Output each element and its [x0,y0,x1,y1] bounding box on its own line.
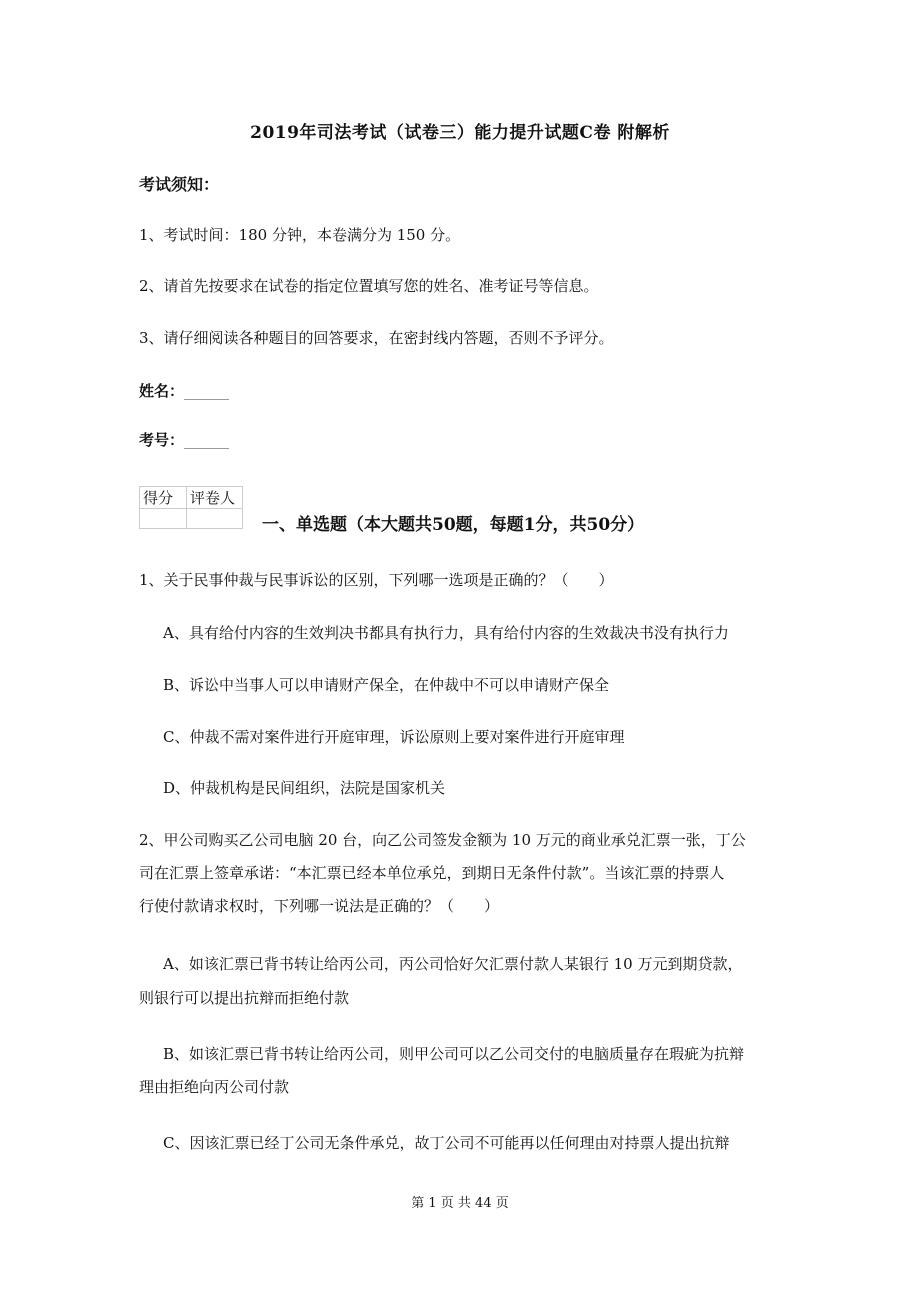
grader-header: 评卷人 [187,487,243,509]
option-a: A、如该汇票已背书转让给丙公司，丙公司恰好欠汇票付款人某银行 10 万元到期贷款， [163,955,743,973]
notice-heading: 考试须知： [139,175,220,194]
document-title: 2019年司法考试（试卷三）能力提升试题C卷 附解析 [250,123,670,143]
question-stem-line: 2、甲公司购买乙公司电脑 20 台，向乙公司签发金额为 10 万元的商业承兑汇票一张，丁公 [139,831,746,849]
name-field [139,380,229,402]
name-label: 姓名： [139,382,185,400]
section-title: 一、单选题（本大题共50题，每题1分，共50分） [262,515,645,535]
exam-no-field [139,429,229,451]
score-header: 得分 [140,487,187,509]
exam-no-label: 考号： [139,431,185,449]
grader-cell [187,509,243,529]
question-stem-line: 行使付款请求权时，下列哪一说法是正确的？（ ） [139,897,500,915]
question-stem: 1、关于民事仲裁与民事诉讼的区别，下列哪一选项是正确的？（ ） [139,571,614,589]
option-a-continued: 则银行可以提出抗辩而拒绝付款 [139,989,350,1007]
option-a: A、具有给付内容的生效判决书都具有执行力，具有给付内容的生效裁决书没有执行力 [163,624,729,642]
question-stem-line: 司在汇票上签章承诺：“本汇票已经本单位承兑，到期日无条件付款”。当该汇票的持票人 [139,864,725,882]
notice-item: 1、考试时间：180 分钟，本卷满分为 150 分。 [139,226,461,244]
option-d: D、仲裁机构是民间组织，法院是国家机关 [163,779,446,797]
option-c: C、仲裁不需对案件进行开庭审理，诉讼原则上要对案件进行开庭审理 [163,728,625,746]
exam-no-blank: ______ [184,431,230,449]
name-blank: ______ [184,382,230,400]
option-c: C、因该汇票已经丁公司无条件承兑，故丁公司不可能再以任何理由对持票人提出抗辩 [163,1134,730,1152]
score-cell [140,509,187,529]
score-table-blank-row [140,509,243,529]
option-b-continued: 理由拒绝向丙公司付款 [139,1078,290,1096]
option-b: B、诉讼中当事人可以申请财产保全，在仲裁中不可以申请财产保全 [163,676,610,694]
score-table-header [140,487,243,509]
notice-item: 2、请首先按要求在试卷的指定位置填写您的姓名、准考证号等信息。 [139,277,599,295]
option-b: B、如该汇票已背书转让给丙公司，则甲公司可以乙公司交付的电脑质量存在瑕疵为抗辩 [163,1045,745,1063]
score-table [139,486,243,529]
page-footer: 第 1 页 共 44 页 [411,1196,509,1211]
notice-item: 3、请仔细阅读各种题目的回答要求，在密封线内答题，否则不予评分。 [139,329,614,347]
